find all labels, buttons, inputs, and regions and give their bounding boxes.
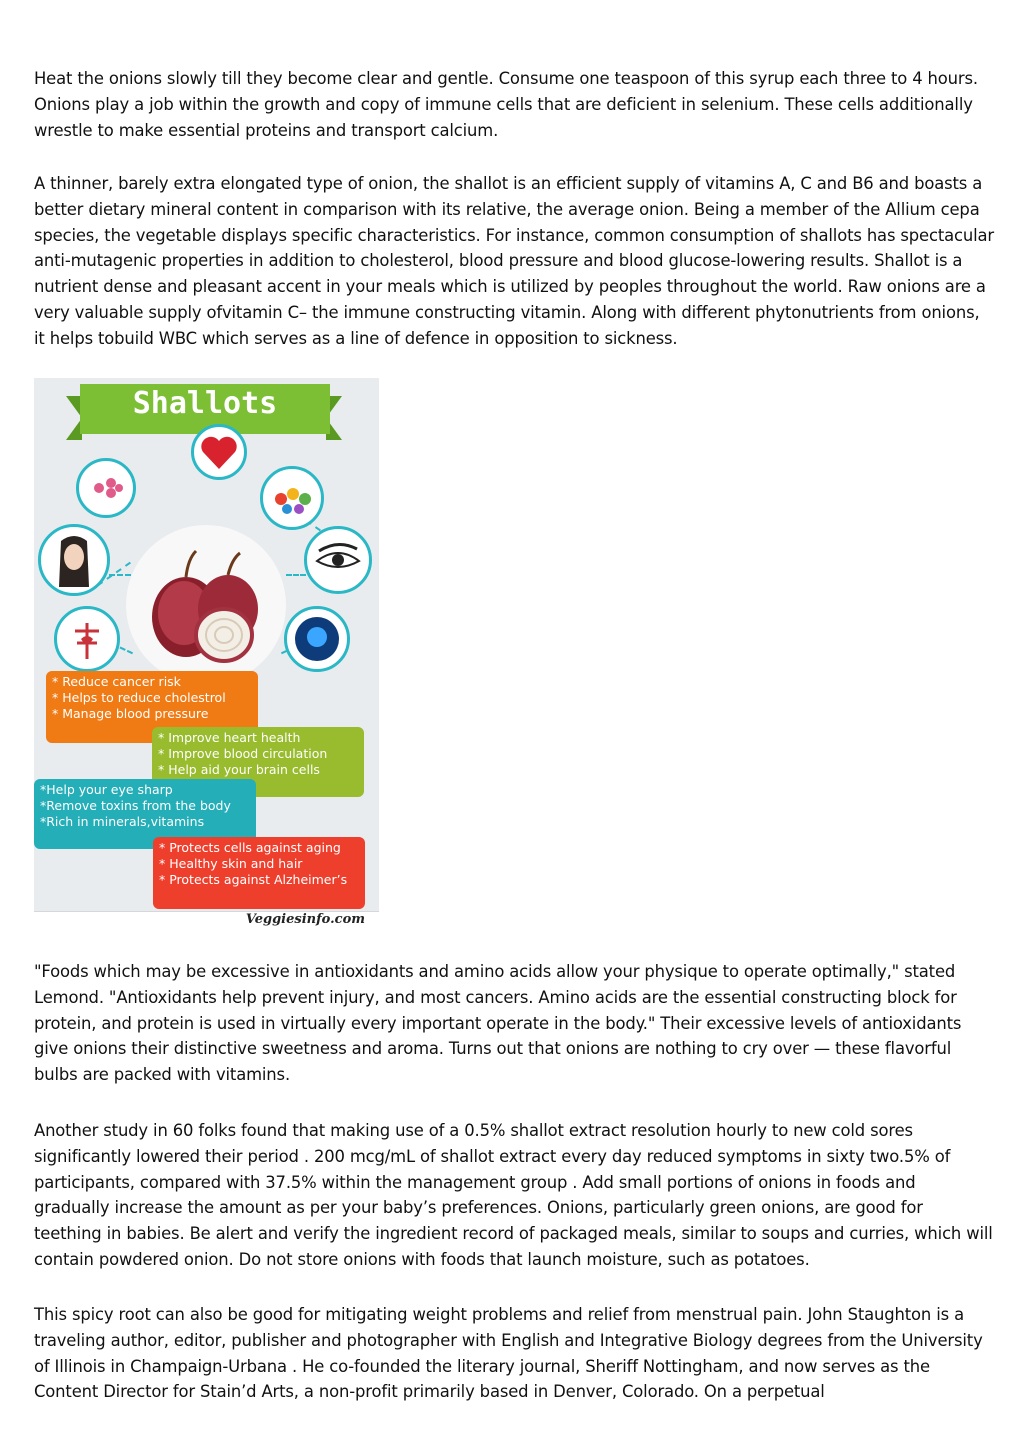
benefit-item: *Remove toxins from the body xyxy=(40,798,231,813)
benefit-item: *Help your eye sharp xyxy=(40,782,173,797)
brain-icon xyxy=(284,606,350,672)
connector-line xyxy=(286,574,306,576)
benefit-item: * Reduce cancer risk xyxy=(52,674,181,689)
shallots-infographic xyxy=(34,378,379,931)
paragraph-5: This spicy root can also be good for mitigating weight problems and relief from menstrual pain. John Staughton is a traveling author, editor, publisher and photographer with English and Integrative Biology degrees from the University of Illinois in Champaign-Urbana . He co-founded the literary journal, Sheriff Nottingham, and now serves as the Content Director for Stain’d Arts, a non-profit primarily based in Denver, Colorado. On a perpetual xyxy=(34,1305,983,1402)
eye-icon xyxy=(304,526,372,594)
benefit-item: * Helps to reduce cholestrol xyxy=(52,690,226,705)
paragraph-4: Another study in 60 folks found that making use of a 0.5% shallot extract resolution hourly to new cold sores significantly lowered their period . 200 mcg/mL of shallot extract every day reduced symptoms in sixty two.5% of participants, compared with 37.5% within the management group . Add small portions of onions in foods and gradually increase the amount as per your baby’s preferences. Onions, particularly green onions, are good for teething in babies. Be alert and verify the ingredient record of packaged meals, similar to soups and curries, which will contain powdered onion. Do not store onions with foods that launch moisture, such as potatoes. xyxy=(34,1121,993,1269)
paragraph-3: "Foods which may be excessive in antioxidants and amino acids allow your physique to operate optimally," stated Lemond. "Antioxidants help prevent injury, and most cancers. Amino acids are the essential constructing block for protein, and protein is used in virtually every important operate in the body." Their excessive levels of antioxidants give onions their distinctive sweetness and aroma. Turns out that onions are nothing to cry over — these flavorful bulbs are packed with vitamins. xyxy=(34,962,962,1085)
paragraph-2: A thinner, barely extra elongated type of onion, the shallot is an efficient supply of vitamins A, C and B6 and boasts a better dietary mineral content in comparison with its relative, the average onion. Being a member of the Allium cepa species, the vegetable displays specific characteristics. For instance, common consumption of shallots has spectacular anti-mutagenic properties in addition to cholesterol, blood pressure and blood glucose-lowering results. Shallot is a nutrient dense and pleasant accent in your meals which is utilized by peoples throughout the world. Raw onions are a very valuable supply ofvitamin C– the immune constructing vitamin. Along with different phytonutrients from onions, it helps tobuild WBC which serves as a line of defence in opposition to sickness. xyxy=(34,174,994,348)
infographic-title: Shallots xyxy=(132,386,278,421)
paragraph-1: Heat the onions slowly till they become clear and gentle. Consume one teaspoon of this syrup each three to 4 hours. Onions play a job within the growth and copy of immune cells that are deficient in selenium. These cells additionally wrestle to make essential proteins and transport calcium. xyxy=(34,69,978,140)
benefits-box-red xyxy=(153,837,365,909)
woman-hair-icon xyxy=(38,524,110,596)
image-credit: Veggiesinfo.com xyxy=(245,912,365,927)
benefit-item: * Manage blood pressure xyxy=(52,706,209,721)
benefit-item: * Improve heart health xyxy=(158,730,301,745)
shallot-onion-icon xyxy=(126,525,286,685)
benefit-item: * Protects cells against aging xyxy=(159,840,341,855)
benefit-item: *Rich in minerals,vitamins xyxy=(40,814,205,829)
benefit-item: * Help aid your brain cells xyxy=(158,762,320,777)
onion-image-circle xyxy=(126,525,286,685)
cells-icon xyxy=(76,458,136,518)
benefit-item: * Protects against Alzheimer’s xyxy=(159,872,348,887)
minerals-icon xyxy=(260,466,324,530)
heart-icon xyxy=(191,424,247,480)
benefit-item: * Improve blood circulation xyxy=(158,746,328,761)
benefit-item: * Healthy skin and hair xyxy=(159,856,303,871)
circulation-icon xyxy=(54,606,120,672)
